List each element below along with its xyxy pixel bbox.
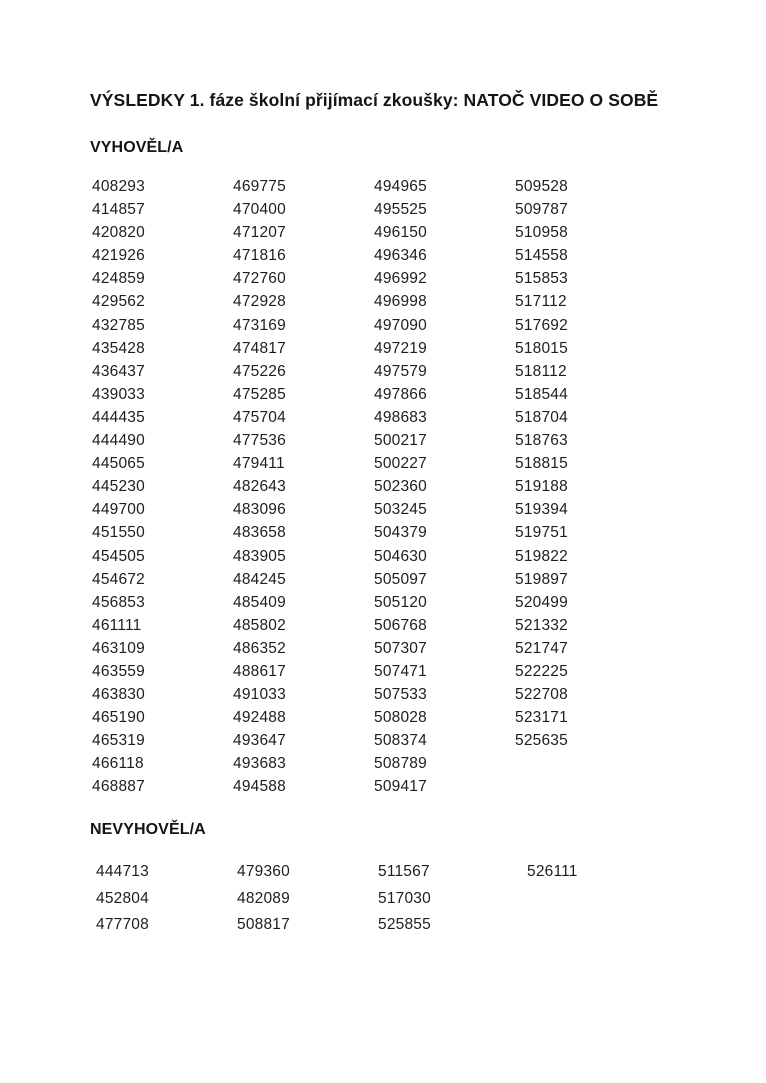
- number-column: [237, 859, 378, 939]
- applicant-id: 518015: [515, 339, 568, 357]
- applicant-id: 509787: [515, 201, 568, 219]
- applicant-id: 471207: [233, 224, 286, 242]
- applicant-id: 508789: [374, 755, 427, 773]
- applicant-id: 475704: [233, 408, 286, 426]
- applicant-id: 424859: [92, 270, 145, 288]
- applicant-id: 488617: [233, 662, 286, 680]
- applicant-id: 497579: [374, 362, 427, 380]
- applicant-id: 483905: [233, 547, 286, 565]
- applicant-id: 466118: [92, 755, 144, 773]
- applicant-id: 519751: [515, 524, 568, 542]
- applicant-id: 482643: [233, 478, 286, 496]
- applicant-id: 507471: [374, 662, 427, 680]
- applicant-id: 484245: [233, 570, 286, 588]
- section-heading-failed: NEVYHOVĚL/A: [90, 821, 206, 838]
- applicant-id: 486352: [233, 639, 286, 657]
- applicant-id: 465319: [92, 732, 145, 750]
- page-title: VÝSLEDKY 1. fáze školní přijímací zkoušky: NATOČ VIDEO O SOBĚ: [90, 90, 659, 110]
- applicant-id: 451550: [92, 524, 145, 542]
- number-column: [374, 175, 515, 799]
- applicant-id: 509528: [515, 178, 568, 195]
- applicant-id: 468887: [92, 778, 145, 796]
- applicant-id: 521747: [515, 639, 568, 657]
- number-column: [519, 859, 668, 886]
- applicant-id: 522225: [515, 662, 568, 680]
- applicant-id: 482089: [237, 889, 290, 907]
- applicant-id: 445230: [92, 478, 145, 496]
- applicant-id: 435428: [92, 339, 145, 357]
- applicant-id: 518763: [515, 432, 568, 450]
- applicant-id: 505120: [374, 593, 427, 611]
- applicant-id: 496998: [374, 293, 427, 311]
- applicant-id: 445065: [92, 455, 145, 473]
- applicant-id: 502360: [374, 478, 427, 496]
- applicant-id: 519897: [515, 570, 568, 588]
- applicant-id: 421926: [92, 247, 145, 265]
- applicant-id: 493683: [233, 755, 286, 773]
- applicant-id: 496346: [374, 247, 427, 265]
- applicant-id: 470400: [233, 201, 286, 219]
- applicant-id: 472928: [233, 293, 286, 311]
- applicant-id: 497090: [374, 316, 427, 334]
- failed-number-columns: [92, 859, 668, 939]
- applicant-id: 471816: [233, 247, 286, 265]
- applicant-id: 475285: [233, 385, 286, 403]
- applicant-id: 495525: [374, 201, 427, 219]
- applicant-id: 439033: [92, 385, 145, 403]
- applicant-id: 479360: [237, 863, 290, 880]
- number-column: [92, 175, 233, 799]
- applicant-id: 518112: [515, 362, 567, 380]
- applicant-id: 506768: [374, 616, 427, 634]
- applicant-id: 463559: [92, 662, 145, 680]
- applicant-id: 508028: [374, 709, 427, 727]
- applicant-id: 477536: [233, 432, 286, 450]
- applicant-id: 465190: [92, 709, 145, 727]
- applicant-id: 444713: [96, 863, 149, 880]
- applicant-id: 526111: [527, 863, 578, 880]
- applicant-id: 485802: [233, 616, 286, 634]
- applicant-id: 519394: [515, 501, 568, 519]
- applicant-id: 444435: [92, 408, 145, 426]
- applicant-id: 494965: [374, 178, 427, 195]
- applicant-id: 420820: [92, 224, 145, 242]
- applicant-id: 507307: [374, 639, 427, 657]
- applicant-id: 436437: [92, 362, 145, 380]
- applicant-id: 429562: [92, 293, 145, 311]
- applicant-id: 525635: [515, 732, 568, 750]
- applicant-id: 483096: [233, 501, 286, 519]
- applicant-id: 518815: [515, 455, 568, 473]
- applicant-id: 494588: [233, 778, 286, 796]
- number-column: [378, 859, 519, 939]
- applicant-id: 472760: [233, 270, 286, 288]
- applicant-id: 473169: [233, 316, 286, 334]
- applicant-id: 503245: [374, 501, 427, 519]
- applicant-id: 515853: [515, 270, 568, 288]
- applicant-id: 461111: [92, 616, 142, 634]
- applicant-id: 514558: [515, 247, 568, 265]
- applicant-id: 521332: [515, 616, 568, 634]
- applicant-id: 519188: [515, 478, 568, 496]
- applicant-id: 504379: [374, 524, 427, 542]
- applicant-id: 511567: [378, 863, 430, 880]
- applicant-id: 522708: [515, 686, 568, 704]
- passed-number-columns: [92, 175, 656, 799]
- applicant-id: 517692: [515, 316, 568, 334]
- applicant-id: 469775: [233, 178, 286, 195]
- applicant-id: 517112: [515, 293, 567, 311]
- applicant-id: 474817: [233, 339, 286, 357]
- applicant-id: 496150: [374, 224, 427, 242]
- applicant-id: 414857: [92, 201, 145, 219]
- applicant-id: 475226: [233, 362, 286, 380]
- applicant-id: 454672: [92, 570, 145, 588]
- applicant-id: 408293: [92, 178, 145, 195]
- applicant-id: 452804: [96, 889, 149, 907]
- applicant-id: 491033: [233, 686, 286, 704]
- applicant-id: 518544: [515, 385, 568, 403]
- applicant-id: 444490: [92, 432, 145, 450]
- number-column: [92, 859, 237, 939]
- applicant-id: 497866: [374, 385, 427, 403]
- number-column: [515, 175, 656, 752]
- applicant-id: 517030: [378, 889, 431, 907]
- applicant-id: 496992: [374, 270, 427, 288]
- applicant-id: 500217: [374, 432, 427, 450]
- applicant-id: 492488: [233, 709, 286, 727]
- applicant-id: 463109: [92, 639, 145, 657]
- applicant-id: 508817: [237, 916, 290, 933]
- applicant-id: 493647: [233, 732, 286, 750]
- applicant-id: 449700: [92, 501, 145, 519]
- applicant-id: 432785: [92, 316, 145, 334]
- applicant-id: 500227: [374, 455, 427, 473]
- applicant-id: 505097: [374, 570, 427, 588]
- applicant-id: 483658: [233, 524, 286, 542]
- applicant-id: 520499: [515, 593, 568, 611]
- applicant-id: 479411: [233, 455, 285, 473]
- applicant-id: 485409: [233, 593, 286, 611]
- applicant-id: 523171: [515, 709, 568, 727]
- applicant-id: 519822: [515, 547, 568, 565]
- applicant-id: 498683: [374, 408, 427, 426]
- applicant-id: 454505: [92, 547, 145, 565]
- applicant-id: 518704: [515, 408, 568, 426]
- applicant-id: 504630: [374, 547, 427, 565]
- applicant-id: 525855: [378, 916, 431, 933]
- applicant-id: 456853: [92, 593, 145, 611]
- applicant-id: 507533: [374, 686, 427, 704]
- applicant-id: 477708: [96, 916, 149, 933]
- applicant-id: 509417: [374, 778, 427, 796]
- applicant-id: 508374: [374, 732, 427, 750]
- applicant-id: 463830: [92, 686, 145, 704]
- section-heading-passed: VYHOVĚL/A: [90, 139, 184, 156]
- applicant-id: 510958: [515, 224, 568, 242]
- number-column: [233, 175, 374, 799]
- applicant-id: 497219: [374, 339, 427, 357]
